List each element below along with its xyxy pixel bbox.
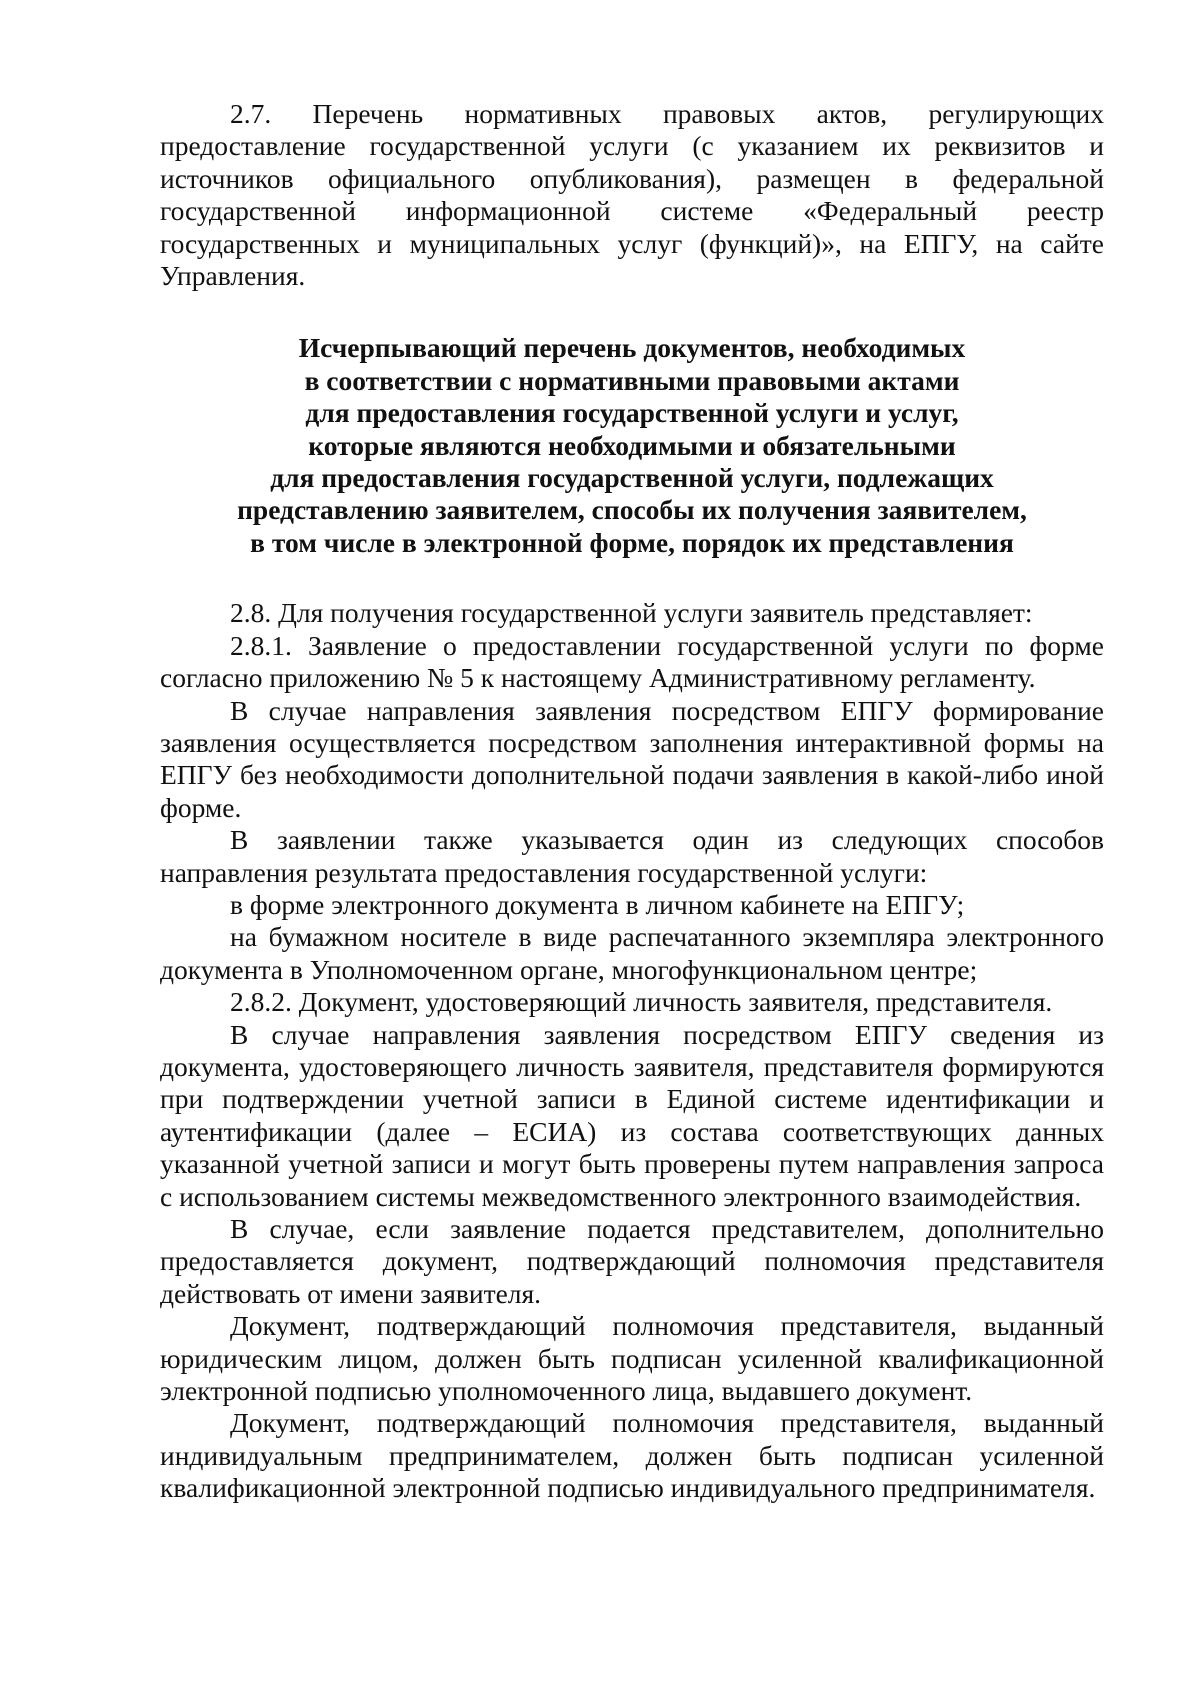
heading-line: в соответствии с нормативными правовыми актами [304, 364, 960, 396]
paragraph-legal-entity: Документ, подтверждающий полномочия представителя, выданный юридическим лицом, должен быть подписан усиленной квалификационной электронной подписью уполномоченного лица, выдавшего документ. [160, 1310, 1104, 1407]
paragraph-electronic-form: в форме электронного документа в личном кабинете на ЕПГУ; [230, 888, 965, 920]
heading-line: Исчерпывающий перечень документов, необходимых [298, 332, 966, 364]
paragraph-2-7: 2.7. Перечень нормативных правовых актов, регулирующих предоставление государственной услуги (с указанием их реквизитов и источников официального опубликования), размещен в федеральной государственной информационной системе «Федеральный реестр государственных и муниципальных услуг (функций)», на ЕПГУ, на сайте Управления. [160, 98, 1104, 292]
paragraph-individual-entrepreneur: Документ, подтверждающий полномочия представителя, выданный индивидуальным предпринимателем, должен быть подписан усиленной квалификационной электронной подписью индивидуального предпринимателя. [160, 1407, 1104, 1504]
paragraph-2-8-2: 2.8.2. Документ, удостоверяющий личность заявителя, представителя. [230, 986, 1053, 1018]
paragraph-esia: В случае направления заявления посредством ЕПГУ сведения из документа, удостоверяющего личность заявителя, представителя формируются при подтверждении учетной записи в Единой системе идентификации и аутентификации (далее – ЕСИА) из состава соответствующих данных указанной учетной записи и могут быть проверены путем направления запроса с использованием системы межведомственного электронного взаимодействия. [160, 1018, 1104, 1212]
paragraph-paper-form: на бумажном носителе в виде распечатанного экземпляра электронного документа в Уполномоченном органе, многофункциональном центре; [160, 921, 1104, 985]
paragraph-2-8-1: 2.8.1. Заявление о предоставлении государственной услуги по форме согласно приложению № 5 к настоящему Административному регламенту. [160, 629, 1104, 694]
heading-line: которые являются необходимыми и обязательными [308, 429, 956, 461]
heading-line: представлению заявителем, способы их получения заявителем, [237, 494, 1027, 526]
section-heading [160, 332, 1104, 559]
paragraph-representative: В случае, если заявление подается представителем, дополнительно предоставляется документ, подтверждающий полномочия представителя действовать от имени заявителя. [160, 1213, 1104, 1309]
paragraph-2-8: 2.8. Для получения государственной услуги заявитель представляет: [230, 597, 1033, 629]
heading-line: для предоставления государственной услуги, подлежащих [270, 462, 994, 494]
heading-line: в том числе в электронной форме, порядок их представления [250, 526, 1014, 558]
paragraph-epgu-application: В случае направления заявления посредством ЕПГУ формирование заявления осуществляется посредством заполнения интерактивной формы на ЕПГУ без необходимости дополнительной подачи заявления в какой-либо иной форме. [160, 694, 1104, 823]
document-page [160, 98, 1104, 1505]
paragraph-result-methods: В заявлении также указывается один из следующих способов направления результата предоставления государственной услуги: [160, 824, 1104, 888]
heading-line: для предоставления государственной услуги и услуг, [305, 397, 959, 429]
